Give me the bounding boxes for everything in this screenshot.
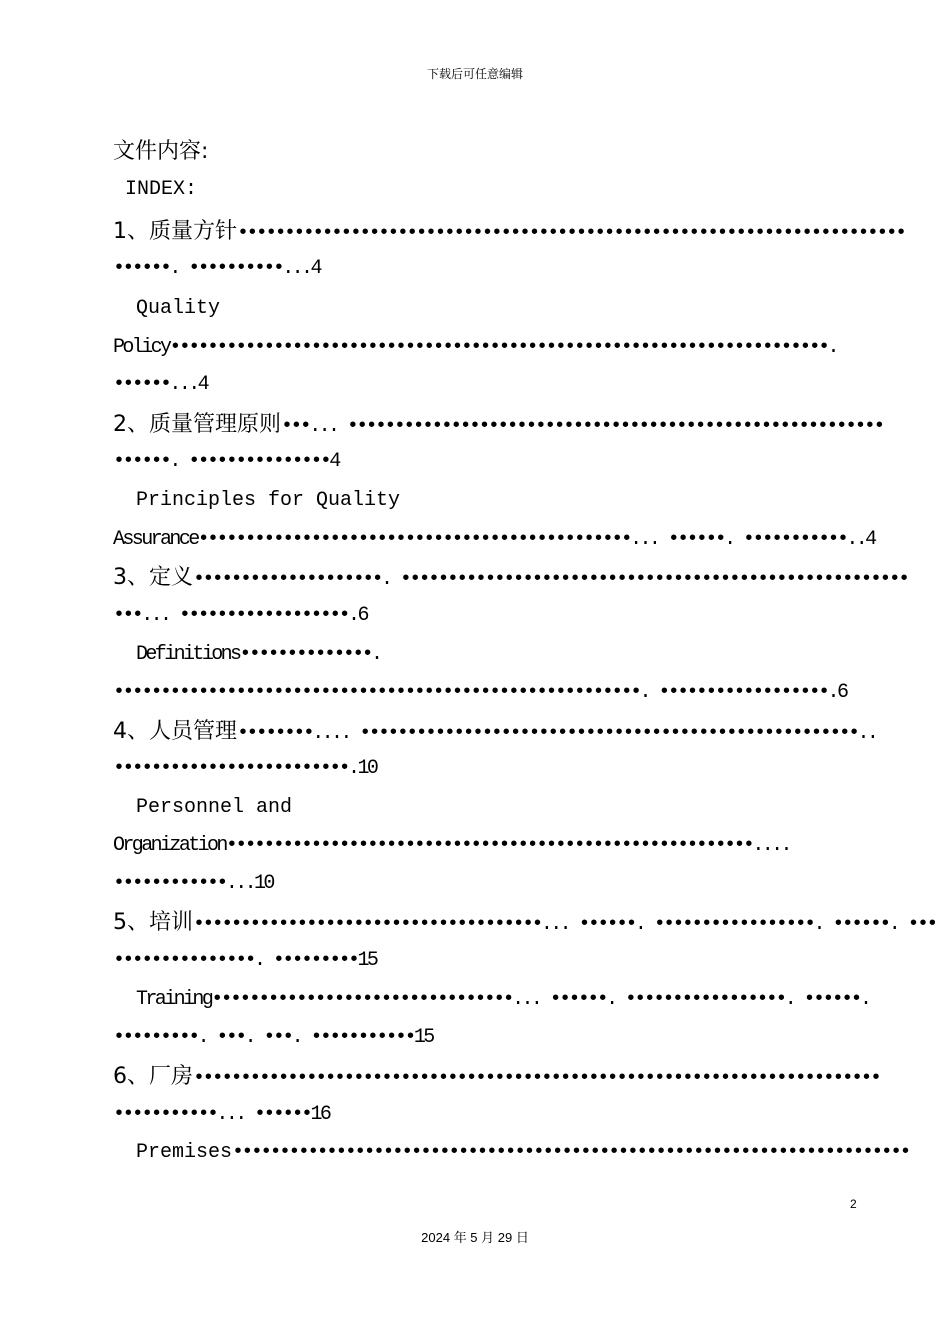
toc-leader: •••••••••. •••. •••. •••••••••••15 [113,1026,433,1049]
toc-leader: ••••••••••••••••••••••••••••••••••••••••••••••••••••••••••••••••••••••••• [193,1067,880,1090]
toc-leader: ••••••••••••••••••••••••••••••••••••••••••••••••••••••••. ••••••••••••••••••.6 [113,681,847,704]
toc-leader: Assurance••••••••••••••••••••••••••••••••••••••••••••••... ••••••. •••••••••••..4 [113,528,875,551]
toc-entry-2-en[interactable]: Principles for Quality [136,489,401,512]
toc-entry-5-cn[interactable] [113,908,936,938]
toc-leader: ••••••••••••••••••••. •••••••••••••••••••••••••••••••••••••••••••••••••••••• [193,568,908,591]
toc-entry-1-cn-cont[interactable] [113,254,320,284]
toc-entry-1-en-page[interactable] [113,370,207,400]
page-number: 2 [850,1197,857,1211]
toc-entry-2-en-cont[interactable] [113,525,875,555]
toc-entry-3-cn-cont[interactable] [113,601,367,631]
toc-leader: ••••••••••••...10 [113,872,273,895]
toc-entry-2-cn-cont[interactable] [113,447,339,477]
toc-leader: •••••••••••... ••••••16 [113,1103,330,1126]
toc-leader: •••... ••••••••••••••••••••••••••••••••••••••••••••••••••••••••• [281,415,883,438]
toc-entry-1-en-cont[interactable] [113,333,837,363]
toc-entry-label: 3、定义 [113,565,193,590]
toc-entry-label: Premises [136,1141,233,1164]
toc-leader: Training••••••••••••••••••••••••••••••••... ••••••. •••••••••••••••••. ••••••. [136,988,870,1011]
toc-entry-label: 4、人员管理 [113,719,237,744]
toc-leader: Organization••••••••••••••••••••••••••••••••••••••••••••••••••••••••.... [113,834,790,857]
toc-entry-1-cn[interactable] [113,217,905,247]
toc-leader: ••••••. •••••••••••••••4 [113,450,339,473]
toc-title-en: INDEX: [125,178,198,201]
toc-entry-3-en-cont[interactable] [113,678,846,708]
toc-entry-3-cn[interactable] [113,563,908,593]
toc-leader: ••••••. ••••••••••...4 [113,257,320,280]
toc-leader: •••••••••••••••••••••••••••••••••••••••••••••••••••••••••••••••••••••••• [232,1141,909,1164]
toc-leader: Policy••••••••••••••••••••••••••••••••••••••••••••••••••••••••••••••••••••••. [113,336,837,359]
toc-leader: Definitions••••••••••••••. [136,643,381,666]
toc-entry-6-en[interactable] [136,1138,909,1168]
toc-entry-3-en[interactable] [136,640,380,670]
toc-leader: •••... ••••••••••••••••••.6 [113,604,367,627]
toc-entry-6-cn[interactable] [113,1062,879,1092]
toc-leader: ••••••...4 [113,373,208,396]
toc-entry-4-en-cont[interactable] [113,831,790,861]
toc-entry-5-en-cont[interactable] [113,1023,433,1053]
page-footer-date: 2024 年 5 月 29 日 [421,1230,529,1245]
page-header: 下载后可任意编辑 [426,67,523,81]
toc-entry-label: 2、质量管理原则 [113,412,281,437]
toc-leader: ••••••••.... •••••••••••••••••••••••••••••••••••••••••••••••••••••.. [237,722,877,745]
toc-leader: •••••••••••••••••••••••••.10 [113,757,377,780]
toc-entry-4-cn[interactable] [113,717,876,747]
toc-leader: ••••••••••••••••••••••••••••••••••••••••••••••••••••••••••••••••••••••• [237,222,905,245]
toc-entry-label: 6、厂房 [113,1064,193,1089]
toc-entry-5-en[interactable] [136,985,869,1015]
toc-entry-1-en[interactable]: Quality [136,297,221,320]
toc-leader: •••••••••••••••••••••••••••••••••••••... ••••••. •••••••••••••••••. ••••••. ••• [193,913,936,936]
toc-entry-4-en-page[interactable] [113,869,273,899]
toc-title-cn: 文件内容: [113,139,209,164]
toc-entry-6-cn-cont[interactable] [113,1100,329,1130]
toc-entry-4-en[interactable]: Personnel and [136,796,293,819]
toc-entry-2-cn[interactable] [113,410,883,440]
toc-entry-label: 1、质量方针 [113,219,237,244]
toc-entry-label: 5、培训 [113,910,193,935]
toc-entry-5-cn-cont[interactable] [113,946,376,976]
toc-entry-4-cn-cont[interactable] [113,754,376,784]
toc-leader: •••••••••••••••. •••••••••15 [113,949,377,972]
